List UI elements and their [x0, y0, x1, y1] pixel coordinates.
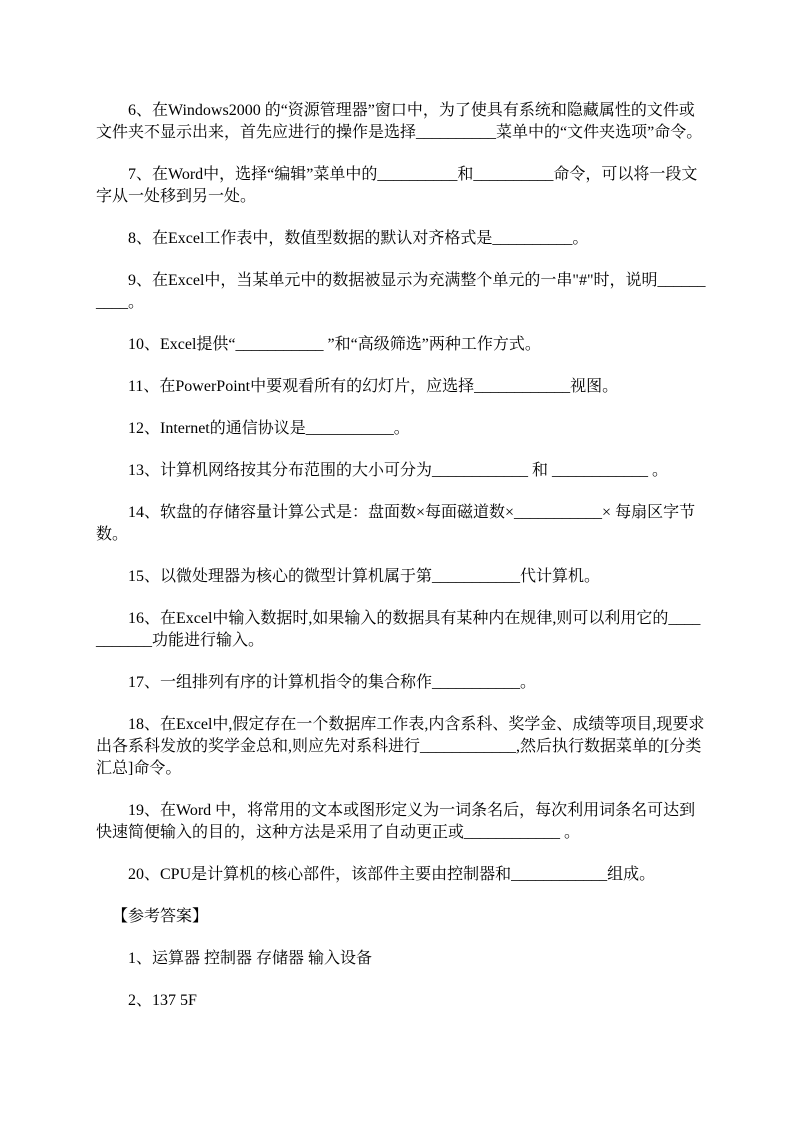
- question-9: 9、在Excel中，当某单元中的数据被显示为充满整个单元的一串"#"时，说明__________。: [96, 272, 706, 311]
- question-17: 17、一组排列有序的计算机指令的集合称作___________。: [128, 674, 537, 691]
- question-16: 16、在Excel中输入数据时,如果输入的数据具有某种内在规律,则可以利用它的___________功能进行输入。: [96, 610, 701, 649]
- question-10: 10、Excel提供“___________ ”和“高级筛选”两种工作方式。: [128, 336, 541, 353]
- question-8: 8、在Excel工作表中，数值型数据的默认对齐格式是__________。: [128, 230, 589, 247]
- question-7: 7、在Word中，选择“编辑”菜单中的__________和__________命令，可以将一段文字从一处移到另一处。: [96, 166, 698, 205]
- question-12: 12、Internet的通信协议是___________。: [128, 420, 410, 437]
- question-15: 15、以微处理器为核心的微型计算机属于第___________代计算机。: [128, 568, 601, 585]
- question-19: 19、在Word 中，将常用的文本或图形定义为一词条名后，每次利用词条名可达到快速简便输入的目的，这种方法是采用了自动更正或____________ 。: [96, 802, 696, 841]
- answer-1: 1、运算器 控制器 存储器 输入设备: [128, 950, 373, 967]
- question-14: 14、软盘的存储容量计算公式是：盘面数×每面磁道数×___________× 每扇区字节数。: [96, 504, 696, 543]
- question-6: 6、在Windows2000 的“资源管理器”窗口中，为了使具有系统和隐藏属性的文件或文件夹不显示出来，首先应进行的操作是选择__________菜单中的“文件夹选项”命令。: [96, 102, 703, 141]
- document-content: [96, 100, 708, 1032]
- question-18: 18、在Excel中,假定存在一个数据库工作表,内含系科、奖学金、成绩等项目,现要求出各系科发放的奖学金总和,则应先对系科进行____________,然后执行数据菜单的[分类汇总]命令。: [96, 716, 705, 777]
- question-13: 13、计算机网络按其分布范围的大小可分为____________ 和 ____________ 。: [128, 462, 669, 479]
- answer-2: 2、137 5F: [128, 992, 197, 1009]
- question-20: 20、CPU是计算机的核心部件，该部件主要由控制器和____________组成。: [128, 866, 656, 883]
- question-11: 11、在PowerPoint中要观看所有的幻灯片，应选择____________视图。: [128, 378, 619, 395]
- answers-header: 【参考答案】: [112, 908, 209, 925]
